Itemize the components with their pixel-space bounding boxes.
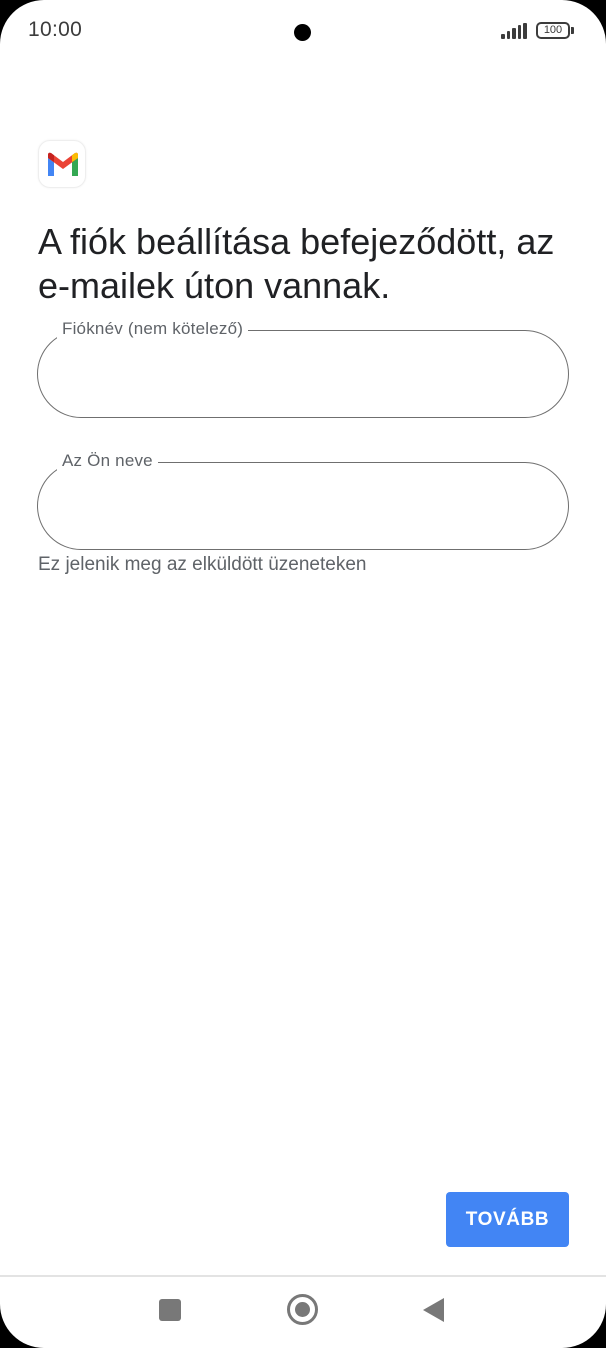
account-name-label: Fióknév (nem kötelező) — [57, 318, 248, 340]
your-name-field[interactable] — [37, 451, 569, 550]
next-button[interactable]: TOVÁBB — [446, 1192, 569, 1247]
battery-icon — [536, 22, 570, 39]
your-name-input[interactable] — [62, 485, 542, 525]
your-name-helper-text: Ez jelenik meg az elküldött üzeneteken — [38, 554, 367, 575]
circle-home-icon[interactable] — [287, 1294, 318, 1325]
battery-tip — [571, 27, 574, 34]
signal-strength-icon — [501, 23, 527, 39]
status-bar — [0, 0, 606, 64]
account-name-input[interactable] — [62, 353, 542, 393]
battery-level: 100 — [543, 24, 563, 36]
gmail-logo-icon — [46, 152, 80, 178]
nav-bar-divider — [0, 1275, 606, 1277]
account-name-field[interactable] — [37, 319, 569, 418]
your-name-label: Az Ön neve — [57, 450, 158, 472]
status-time: 10:00 — [28, 18, 83, 41]
camera-cutout — [294, 24, 311, 41]
square-recents-icon[interactable] — [159, 1299, 181, 1321]
page-title: A fiók beállítása befejeződött, az e-mailek úton vannak. — [38, 221, 555, 306]
gmail-icon — [38, 140, 86, 188]
triangle-back-icon[interactable] — [423, 1298, 444, 1322]
